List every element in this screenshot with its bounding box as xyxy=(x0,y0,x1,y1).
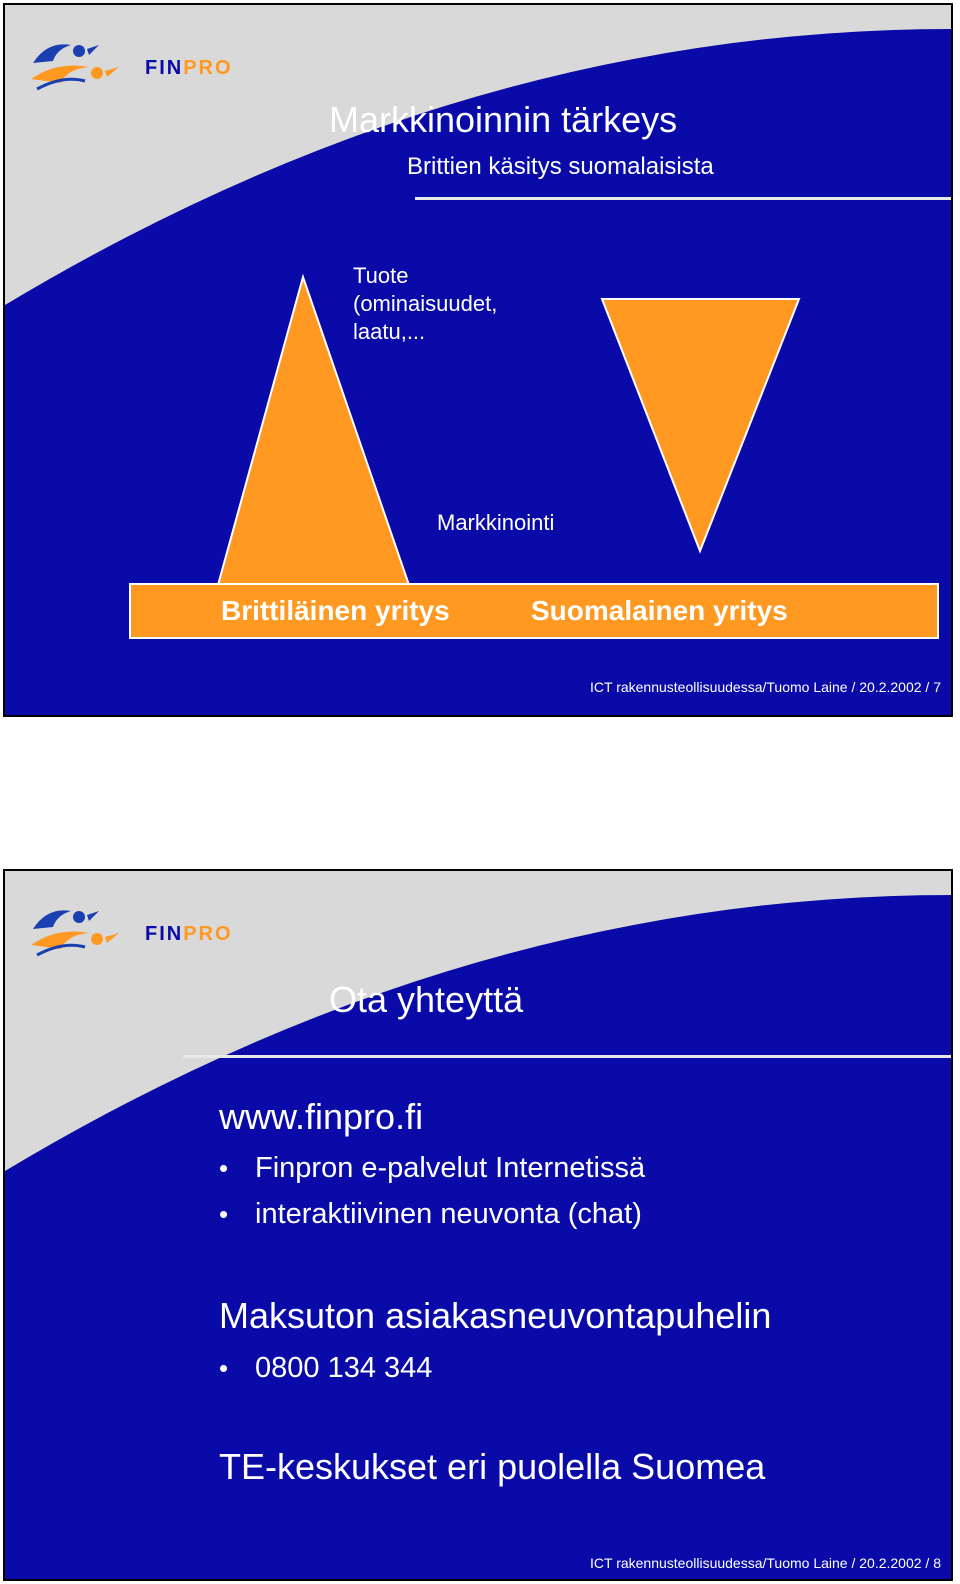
product-label: Tuote (ominaisuudet, laatu,... xyxy=(353,263,498,344)
bullet-item: • 0800 134 344 xyxy=(219,1345,432,1391)
finnish-inverted-triangle xyxy=(602,299,799,551)
slide-title: Markkinoinnin tärkeys xyxy=(329,99,678,140)
title-rule xyxy=(183,1055,951,1058)
slide-footer: ICT rakennusteollisuudessa/Tuomo Laine / 20.2.2002 / 8 xyxy=(590,1555,941,1571)
website-bullets xyxy=(219,1145,645,1237)
bullet-item: • Finpron e-palvelut Internetissä xyxy=(219,1145,645,1191)
british-triangle xyxy=(218,277,409,585)
slide-7 xyxy=(3,3,953,717)
phone-bullets xyxy=(219,1345,432,1391)
british-company-label: Brittiläinen yritys xyxy=(221,595,450,626)
bullet-item: • interaktiivinen neuvonta (chat) xyxy=(219,1191,645,1237)
finpro-logo xyxy=(27,901,233,966)
slide-subtitle: Brittien käsitys suomalaisista xyxy=(407,153,714,180)
finnish-company-label: Suomalainen yritys xyxy=(531,595,788,626)
te-centers-heading: TE-keskukset eri puolella Suomea xyxy=(219,1446,766,1487)
website-heading: www.finpro.fi xyxy=(219,1096,424,1137)
slide-title: Ota yhteyttä xyxy=(329,979,524,1020)
finpro-logo-text: FINPRO xyxy=(145,57,233,79)
slide-footer: ICT rakennusteollisuudessa/Tuomo Laine / 20.2.2002 / 7 xyxy=(590,679,941,695)
finpro-bird-icon xyxy=(27,901,137,961)
finpro-logo-text: FINPRO xyxy=(145,923,233,945)
marketing-label: Markkinointi xyxy=(437,510,555,535)
phone-heading: Maksuton asiakasneuvontapuhelin xyxy=(219,1295,772,1336)
slide-8 xyxy=(3,869,953,1581)
